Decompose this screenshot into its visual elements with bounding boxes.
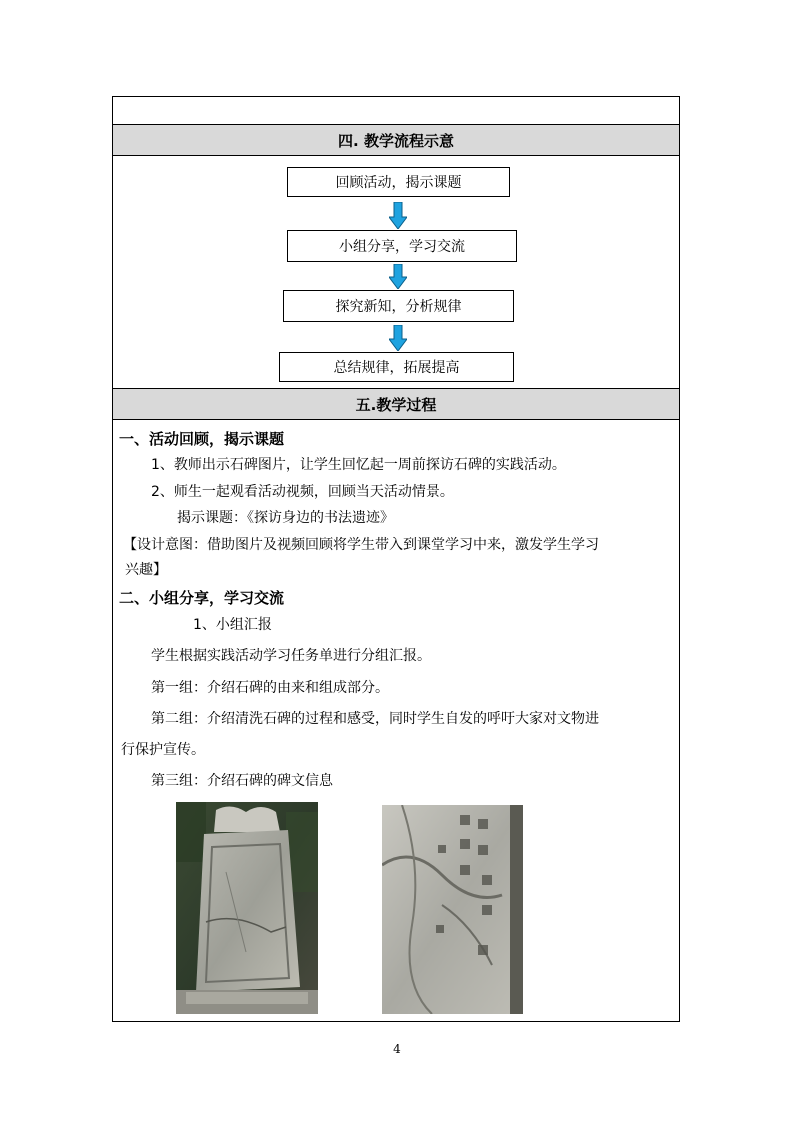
heading-share: 二、小组分享，学习交流 <box>119 589 285 607</box>
design-intent: 【设计意图：借助图片及视频回顾将学生带入到课堂学习中来，激发学生学习 <box>123 537 599 553</box>
page-number: 4 <box>393 1042 401 1056</box>
paragraph: 2、师生一起观看活动视频，回顾当天活动情景。 <box>151 484 454 500</box>
flow-step-3: 探究新知，分析规律 <box>283 290 514 322</box>
lesson-table <box>112 96 680 1022</box>
paragraph: 学生根据实践活动学习任务单进行分组汇报。 <box>151 648 431 664</box>
process-section-title: 五.教学过程 <box>113 389 679 419</box>
paragraph: 1、教师出示石碑图片，让学生回忆起一周前探访石碑的实践活动。 <box>151 457 566 473</box>
flow-arrow-icon <box>389 264 407 289</box>
flow-arrow-icon <box>389 325 407 351</box>
flow-step-4: 总结规律，拓展提高 <box>279 352 514 382</box>
row-divider <box>113 155 679 156</box>
heading-review: 一、活动回顾，揭示课题 <box>119 430 285 448</box>
paragraph-cont: 行保护宣传。 <box>121 742 205 758</box>
paragraph: 第一组：介绍石碑的由来和组成部分。 <box>151 680 389 696</box>
paragraph: 第二组：介绍清洗石碑的过程和感受，同时学生自发的呼吁大家对文物进 <box>151 711 599 727</box>
paragraph: 1、小组汇报 <box>193 617 272 633</box>
paragraph: 第三组：介绍石碑的碑文信息 <box>151 773 333 789</box>
flow-arrow-icon <box>389 202 407 229</box>
row-divider <box>113 419 679 420</box>
tablet-inscription-photo <box>382 805 523 1014</box>
stone-tablet-photo <box>176 802 318 1014</box>
design-intent-cont: 兴趣】 <box>125 562 167 578</box>
flow-step-1: 回顾活动，揭示课题 <box>287 167 510 197</box>
flow-step-2: 小组分享，学习交流 <box>287 230 517 262</box>
paragraph: 揭示课题：《探访身边的书法遗迹》 <box>177 510 394 526</box>
flow-section-title: 四. 教学流程示意 <box>113 125 679 155</box>
